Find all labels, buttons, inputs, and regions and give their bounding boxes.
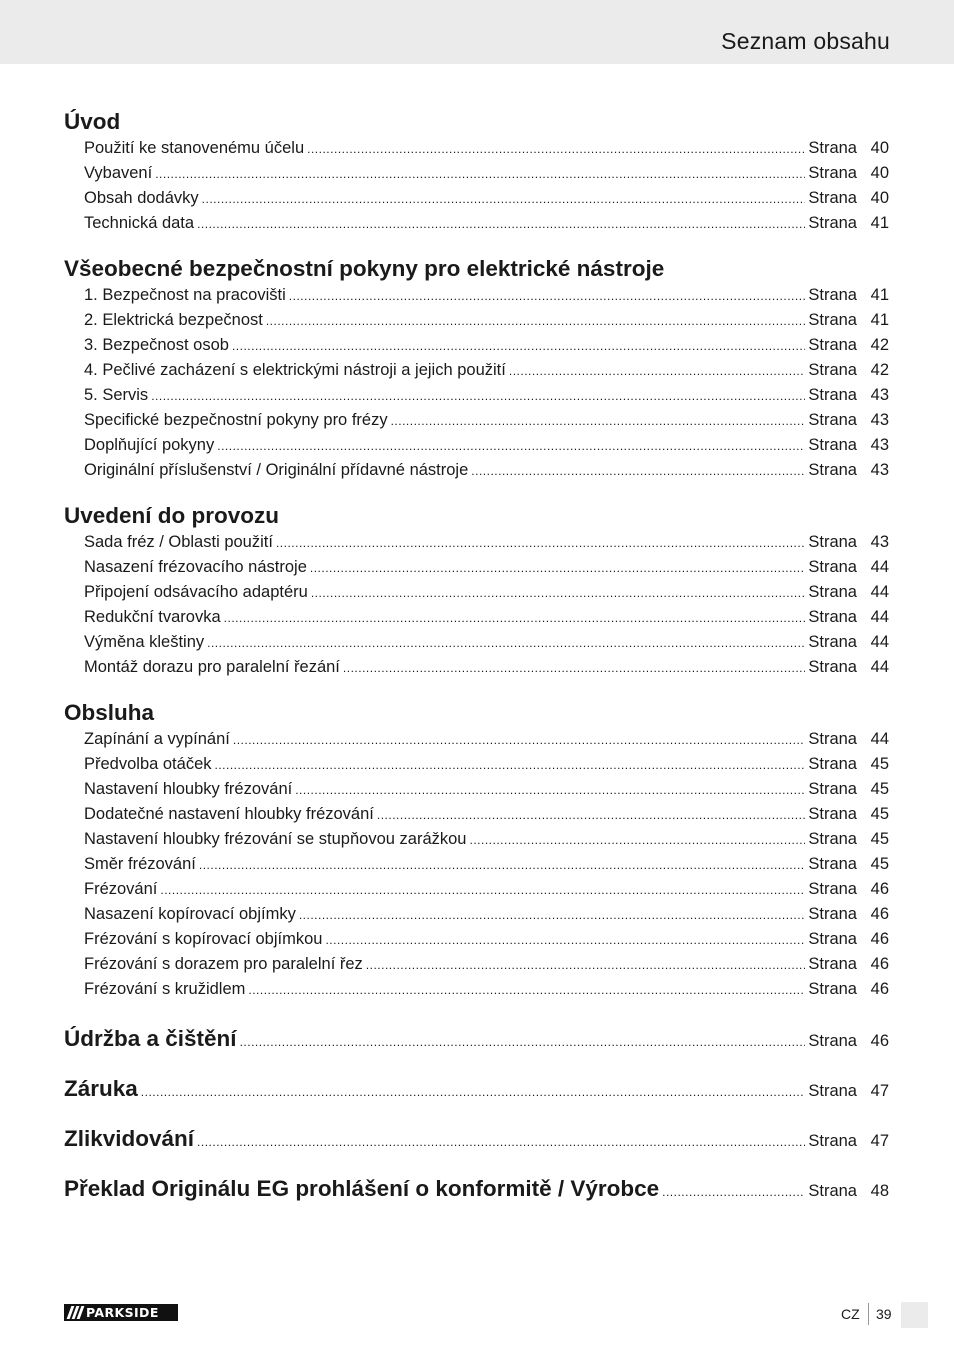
dot-leader bbox=[299, 903, 806, 928]
page-number: 43 bbox=[870, 436, 889, 454]
section-heading: Obsluha bbox=[64, 700, 155, 725]
page-word: Strana bbox=[808, 164, 857, 182]
section-heading: Uvedení do provozu bbox=[64, 503, 280, 528]
page-word: Strana bbox=[808, 286, 857, 304]
toc-entry[interactable] bbox=[64, 530, 889, 555]
entry-label: Redukční tvarovka bbox=[84, 608, 221, 626]
dot-leader bbox=[215, 753, 806, 778]
page-word: Strana bbox=[808, 311, 857, 329]
entry-label: 1. Bezpečnost na pracovišti bbox=[84, 286, 286, 304]
entry-label: Nasazení kopírovací objímky bbox=[84, 905, 296, 923]
page-number: 44 bbox=[870, 558, 889, 576]
toc-entry[interactable] bbox=[64, 186, 889, 211]
page-word: Strana bbox=[808, 533, 857, 551]
page-number: 43 bbox=[870, 411, 889, 429]
toc-entry[interactable] bbox=[64, 630, 889, 655]
dot-leader bbox=[366, 953, 806, 978]
dot-leader bbox=[469, 828, 805, 853]
toc-entry[interactable] bbox=[64, 902, 889, 927]
page-number: 46 bbox=[870, 955, 889, 973]
page-word: Strana bbox=[808, 755, 857, 773]
footer-page-number: 39 bbox=[876, 1306, 892, 1322]
chapter-label: Údržba a čištění bbox=[64, 1026, 237, 1051]
page-number: 41 bbox=[870, 214, 889, 232]
page-number: 44 bbox=[870, 730, 889, 748]
page-number: 41 bbox=[870, 286, 889, 304]
toc-entry[interactable] bbox=[64, 655, 889, 680]
page-number: 45 bbox=[870, 780, 889, 798]
dot-leader bbox=[311, 581, 806, 606]
toc-entry[interactable] bbox=[64, 605, 889, 630]
toc-entry[interactable] bbox=[64, 752, 889, 777]
dot-leader bbox=[289, 284, 806, 309]
page-number: 40 bbox=[870, 189, 889, 207]
page-number: 46 bbox=[870, 980, 889, 998]
page-number: 43 bbox=[870, 386, 889, 404]
page-word: Strana bbox=[808, 1132, 857, 1150]
toc-entry[interactable] bbox=[64, 408, 889, 433]
page-word: Strana bbox=[808, 361, 857, 379]
toc-chapter-entry[interactable] bbox=[64, 1114, 889, 1164]
page-word: Strana bbox=[808, 608, 857, 626]
entry-label: Dodatečné nastavení hloubky frézování bbox=[84, 805, 374, 823]
toc-entry[interactable] bbox=[64, 333, 889, 358]
page-number: 44 bbox=[870, 633, 889, 651]
entry-label: Frézování bbox=[84, 880, 158, 898]
page-word: Strana bbox=[808, 658, 857, 676]
page-number: 45 bbox=[870, 830, 889, 848]
dot-leader bbox=[307, 137, 805, 162]
entry-label: Sada fréz / Oblasti použití bbox=[84, 533, 273, 551]
page-word: Strana bbox=[808, 855, 857, 873]
page-number: 45 bbox=[870, 805, 889, 823]
toc-entry[interactable] bbox=[64, 802, 889, 827]
entry-label: Nasazení frézovacího nástroje bbox=[84, 558, 307, 576]
toc-entry[interactable] bbox=[64, 383, 889, 408]
entry-label: Obsah dodávky bbox=[84, 189, 199, 207]
toc-entry[interactable] bbox=[64, 161, 889, 186]
dot-leader bbox=[202, 187, 806, 212]
toc-entry[interactable] bbox=[64, 358, 889, 383]
chapter-label: Záruka bbox=[64, 1076, 138, 1101]
page-word: Strana bbox=[808, 805, 857, 823]
toc-entry[interactable] bbox=[64, 777, 889, 802]
toc-entry[interactable] bbox=[64, 977, 889, 1002]
toc-entry[interactable] bbox=[64, 927, 889, 952]
page-number: 44 bbox=[870, 583, 889, 601]
dot-leader bbox=[232, 334, 805, 359]
dot-leader bbox=[295, 778, 805, 803]
toc-entry[interactable] bbox=[64, 555, 889, 580]
toc-entry[interactable] bbox=[64, 877, 889, 902]
toc-entry[interactable] bbox=[64, 433, 889, 458]
page-number: 40 bbox=[870, 139, 889, 157]
footer-tab bbox=[901, 1302, 928, 1328]
page-word: Strana bbox=[808, 955, 857, 973]
language-code: CZ bbox=[841, 1306, 860, 1322]
entry-label: Montáž dorazu pro paralelní řezání bbox=[84, 658, 340, 676]
toc-entry[interactable] bbox=[64, 283, 889, 308]
page-number: 47 bbox=[870, 1132, 889, 1150]
footer-divider bbox=[868, 1303, 869, 1325]
dot-leader bbox=[377, 803, 806, 828]
page-word: Strana bbox=[808, 633, 857, 651]
page-number: 40 bbox=[870, 164, 889, 182]
page-word: Strana bbox=[808, 730, 857, 748]
page-number: 42 bbox=[870, 336, 889, 354]
entry-label: Frézování s kopírovací objímkou bbox=[84, 930, 323, 948]
page-word: Strana bbox=[808, 558, 857, 576]
dot-leader bbox=[240, 1017, 806, 1067]
dot-leader bbox=[224, 606, 806, 631]
page-number: 41 bbox=[870, 311, 889, 329]
dot-leader bbox=[248, 978, 805, 1003]
entry-label: 2. Elektrická bezpečnost bbox=[84, 311, 263, 329]
page-word: Strana bbox=[808, 830, 857, 848]
entry-label: Předvolba otáček bbox=[84, 755, 212, 773]
entry-label: Směr frézování bbox=[84, 855, 196, 873]
page-number: 47 bbox=[870, 1082, 889, 1100]
page-number: 45 bbox=[870, 855, 889, 873]
dot-leader bbox=[217, 434, 805, 459]
entry-label: Originální příslušenství / Originální přídavné nástroje bbox=[84, 461, 469, 479]
brand-logo bbox=[64, 1304, 178, 1321]
dot-leader bbox=[310, 556, 806, 581]
page-word: Strana bbox=[808, 1182, 857, 1200]
page-word: Strana bbox=[808, 461, 857, 479]
chapter-label: Zlikvidování bbox=[64, 1126, 195, 1151]
entry-label: Frézování s kružidlem bbox=[84, 980, 246, 998]
toc-entry[interactable] bbox=[64, 852, 889, 877]
dot-leader bbox=[151, 384, 805, 409]
toc-chapter-entry[interactable] bbox=[64, 1164, 889, 1214]
page-word: Strana bbox=[808, 214, 857, 232]
toc-chapter-entry[interactable] bbox=[64, 1064, 889, 1114]
dot-leader bbox=[266, 309, 806, 334]
entry-label: Použití ke stanovenému účelu bbox=[84, 139, 305, 157]
entry-label: Zapínání a vypínání bbox=[84, 730, 230, 748]
entry-label: Technická data bbox=[84, 214, 195, 232]
toc-entry[interactable] bbox=[64, 211, 889, 236]
section-heading: Všeobecné bezpečnostní pokyny pro elektrické nástroje bbox=[64, 256, 665, 281]
entry-label: Připojení odsávacího adaptéru bbox=[84, 583, 308, 601]
page-number: 43 bbox=[870, 461, 889, 479]
toc-entry[interactable] bbox=[64, 580, 889, 605]
page-number: 48 bbox=[870, 1182, 889, 1200]
page-number: 43 bbox=[870, 533, 889, 551]
page-word: Strana bbox=[808, 189, 857, 207]
entry-label: 3. Bezpečnost osob bbox=[84, 336, 229, 354]
page-word: Strana bbox=[808, 780, 857, 798]
dot-leader bbox=[197, 212, 805, 237]
page-number: 45 bbox=[870, 755, 889, 773]
page-number: 42 bbox=[870, 361, 889, 379]
entry-label: Doplňující pokyny bbox=[84, 436, 215, 454]
page-word: Strana bbox=[808, 930, 857, 948]
entry-label: Nastavení hloubky frézování se stupňovou zarážkou bbox=[84, 830, 467, 848]
dot-leader bbox=[197, 1117, 805, 1167]
entry-label: 5. Servis bbox=[84, 386, 149, 404]
toc-entry[interactable] bbox=[64, 727, 889, 752]
page-number: 46 bbox=[870, 905, 889, 923]
dot-leader bbox=[199, 853, 806, 878]
dot-leader bbox=[233, 728, 806, 753]
page-word: Strana bbox=[808, 139, 857, 157]
page-number: 46 bbox=[870, 880, 889, 898]
toc-entry[interactable] bbox=[64, 458, 889, 483]
entry-label: Vybavení bbox=[84, 164, 153, 182]
page-word: Strana bbox=[808, 905, 857, 923]
chapter-label: Překlad Originálu EG prohlášení o konformitě / Výrobce bbox=[64, 1176, 660, 1201]
page-word: Strana bbox=[808, 1032, 857, 1050]
entry-label: Nastavení hloubky frézování bbox=[84, 780, 293, 798]
page-number: 46 bbox=[870, 930, 889, 948]
toc-entry[interactable] bbox=[64, 308, 889, 333]
logo-stripes-icon bbox=[64, 1304, 86, 1321]
page-word: Strana bbox=[808, 336, 857, 354]
page-word: Strana bbox=[808, 411, 857, 429]
page-word: Strana bbox=[808, 980, 857, 998]
entry-label: Výměna kleštiny bbox=[84, 633, 205, 651]
table-of-contents bbox=[64, 108, 889, 1214]
entry-label: Specifické bezpečnostní pokyny pro frézy bbox=[84, 411, 388, 429]
dot-leader bbox=[662, 1167, 805, 1217]
dot-leader bbox=[325, 928, 805, 953]
dot-leader bbox=[343, 656, 805, 681]
page-word: Strana bbox=[808, 583, 857, 601]
page-word: Strana bbox=[808, 436, 857, 454]
page-word: Strana bbox=[808, 386, 857, 404]
page-word: Strana bbox=[808, 880, 857, 898]
entry-label: 4. Pečlivé zacházení s elektrickými nástroji a jejich použití bbox=[84, 361, 506, 379]
page-number: 44 bbox=[870, 608, 889, 626]
toc-entry[interactable] bbox=[64, 136, 889, 161]
page-word: Strana bbox=[808, 1082, 857, 1100]
brand-name: PARKSIDE bbox=[86, 1305, 159, 1320]
dot-leader bbox=[155, 162, 805, 187]
toc-entry[interactable] bbox=[64, 827, 889, 852]
section-heading: Úvod bbox=[64, 109, 121, 134]
dot-leader bbox=[509, 359, 806, 384]
dot-leader bbox=[391, 409, 806, 434]
dot-leader bbox=[141, 1067, 806, 1117]
page-title: Seznam obsahu bbox=[721, 28, 890, 54]
dot-leader bbox=[160, 878, 805, 903]
page-number: 44 bbox=[870, 658, 889, 676]
toc-chapter-entry[interactable] bbox=[64, 1014, 889, 1064]
dot-leader bbox=[276, 531, 805, 556]
entry-label: Frézování s dorazem pro paralelní řez bbox=[84, 955, 363, 973]
toc-entry[interactable] bbox=[64, 952, 889, 977]
page-number: 46 bbox=[870, 1032, 889, 1050]
dot-leader bbox=[207, 631, 805, 656]
dot-leader bbox=[471, 459, 805, 484]
